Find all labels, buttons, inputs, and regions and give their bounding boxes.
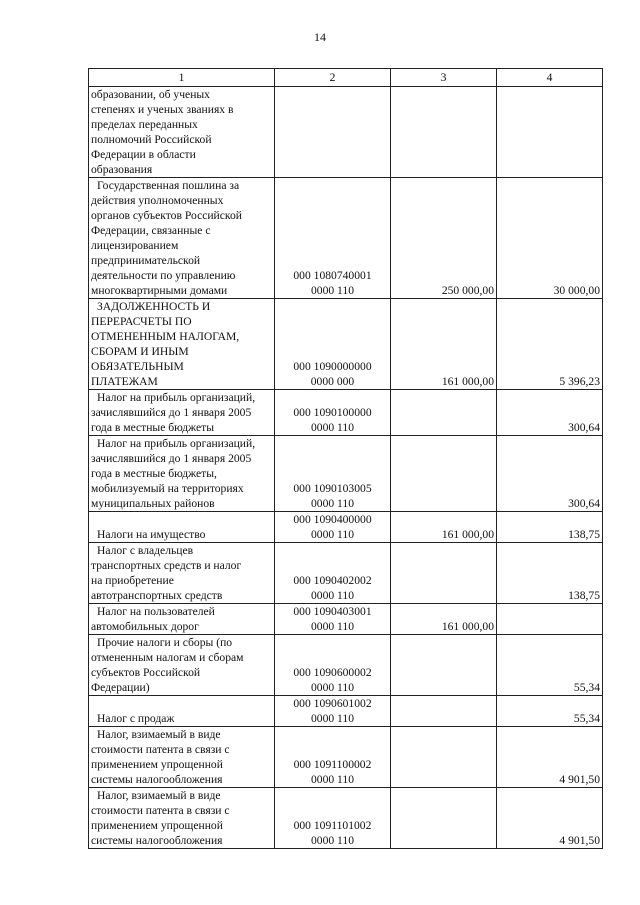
row-name-line: многоквартирными домами <box>91 284 228 297</box>
row-code-line: 000 1091101002 <box>293 819 372 832</box>
row-col4-value <box>497 604 603 635</box>
table-row <box>89 512 603 543</box>
row-name-line: ПЛАТЕЖАМ <box>91 375 158 388</box>
row-name-line: предпринимательской <box>91 254 201 267</box>
row-name-cell <box>89 543 275 604</box>
row-col4-value: 300,64 <box>497 390 603 436</box>
header-col-3: 3 <box>391 69 497 87</box>
row-name-line: ОТМЕНЕННЫМ НАЛОГАМ, <box>91 330 240 343</box>
row-name-line: Налог, взимаемый в виде <box>97 789 221 802</box>
row-name-line: года в местные бюджеты <box>91 421 214 434</box>
row-name-line: системы налогообложения <box>91 834 223 847</box>
row-code-cell <box>275 436 391 512</box>
table-row <box>89 178 603 299</box>
row-col3-value <box>391 543 497 604</box>
row-name-line: органов субъектов Российской <box>91 209 242 222</box>
row-name-line: образовании, об ученых <box>91 88 210 101</box>
row-name-line: автомобильных дорог <box>91 620 199 633</box>
row-code-line: 000 1090402002 <box>293 574 372 587</box>
table-header-row <box>89 69 603 87</box>
row-name-line: на приобретение <box>91 574 174 587</box>
row-code-cell <box>275 390 391 436</box>
row-code-line: 000 1090103005 <box>293 482 372 495</box>
row-name-line: Налог, взимаемый в виде <box>97 728 221 741</box>
row-name-line: стоимости патента в связи с <box>91 743 230 756</box>
table-row <box>89 87 603 178</box>
row-col4-value: 138,75 <box>497 512 603 543</box>
row-name-cell <box>89 635 275 696</box>
row-name-line: применением упрощенной <box>91 819 223 832</box>
row-code-line: 0000 110 <box>310 528 355 541</box>
row-col3-value <box>391 390 497 436</box>
row-name-cell <box>89 512 275 543</box>
row-name-line: СБОРАМ И ИНЫМ <box>91 345 189 358</box>
row-code-cell <box>275 178 391 299</box>
row-col3-value <box>391 696 497 727</box>
row-name-line: зачислявшийся до 1 января 2005 <box>91 452 252 465</box>
header-col-1: 1 <box>89 69 275 87</box>
row-name-cell <box>89 788 275 849</box>
row-name-line: Налог с владельцев <box>97 544 194 557</box>
row-col3-value <box>391 788 497 849</box>
row-code-line: 000 1090600002 <box>293 666 372 679</box>
row-name-line: Федерации в области <box>91 148 196 161</box>
row-name-line: отмененным налогам и сборам <box>91 651 244 664</box>
row-col4-value: 30 000,00 <box>497 178 603 299</box>
row-name-line: системы налогообложения <box>91 773 223 786</box>
table-row <box>89 635 603 696</box>
table-row <box>89 436 603 512</box>
row-name-line: года в местные бюджеты, <box>91 467 217 480</box>
row-code-cell <box>275 543 391 604</box>
row-col3-value: 161 000,00 <box>391 299 497 390</box>
table-row <box>89 543 603 604</box>
row-name-line: Государственная пошлина за <box>97 179 240 192</box>
row-name-line: образования <box>91 163 153 176</box>
table-row <box>89 727 603 788</box>
row-col4-value: 4 901,50 <box>497 727 603 788</box>
row-name-line: полномочий Российской <box>91 133 212 146</box>
row-col3-value: 161 000,00 <box>391 604 497 635</box>
row-code-line: 0000 110 <box>310 589 355 602</box>
table-row <box>89 696 603 727</box>
row-name-line: ПЕРЕРАСЧЕТЫ ПО <box>91 315 192 328</box>
row-name-line: Федерации) <box>91 681 150 694</box>
row-name-line: ЗАДОЛЖЕННОСТЬ И <box>97 300 211 313</box>
row-code-line: 0000 110 <box>310 284 355 297</box>
row-name-line: зачислявшийся до 1 января 2005 <box>91 406 252 419</box>
row-col3-value: 161 000,00 <box>391 512 497 543</box>
row-code-line: 000 1090601002 <box>293 697 372 710</box>
row-name-cell <box>89 696 275 727</box>
budget-table-body <box>89 69 603 849</box>
row-name-line: степенях и ученых званиях в <box>91 103 234 116</box>
table-row <box>89 390 603 436</box>
row-code-cell <box>275 788 391 849</box>
row-name-line: стоимости патента в связи с <box>91 804 230 817</box>
row-col3-value <box>391 436 497 512</box>
row-code-line: 0000 110 <box>310 834 355 847</box>
row-col4-value: 55,34 <box>497 635 603 696</box>
row-name-line: Налог на прибыль организаций, <box>97 437 256 450</box>
row-code-line: 000 1080740001 <box>293 269 372 282</box>
row-code-line: 0000 110 <box>310 773 355 786</box>
row-name-cell <box>89 604 275 635</box>
row-name-line: Налог на прибыль организаций, <box>97 391 256 404</box>
row-code-line: 0000 110 <box>310 681 355 694</box>
page-number: 14 <box>314 30 326 44</box>
row-col4-value: 5 396,23 <box>497 299 603 390</box>
row-col3-value <box>391 87 497 178</box>
row-col3-value <box>391 727 497 788</box>
row-name-cell <box>89 727 275 788</box>
row-name-line: муниципальных районов <box>91 497 215 510</box>
row-name-cell <box>89 436 275 512</box>
row-name-line: автотранспортных средств <box>91 589 223 602</box>
row-col3-value <box>391 635 497 696</box>
row-name-line: Федерации, связанные с <box>91 224 211 237</box>
row-code-line: 0000 110 <box>310 497 355 510</box>
row-code-cell <box>275 299 391 390</box>
row-col4-value: 4 901,50 <box>497 788 603 849</box>
row-name-cell <box>89 178 275 299</box>
row-name-line: действия уполномоченных <box>91 194 224 207</box>
row-name-line: лицензированием <box>91 239 179 252</box>
budget-table <box>88 68 603 849</box>
row-col4-value: 138,75 <box>497 543 603 604</box>
row-name-cell <box>89 390 275 436</box>
row-code-line: 0000 110 <box>310 712 355 725</box>
row-name-cell <box>89 299 275 390</box>
row-code-line: 000 1090000000 <box>293 360 372 373</box>
row-code-line: 000 1090100000 <box>293 406 372 419</box>
row-code-line: 0000 110 <box>310 421 355 434</box>
row-name-line: мобилизуемый на территориях <box>91 482 244 495</box>
row-name-line: субъектов Российской <box>91 666 201 679</box>
row-code-cell <box>275 87 391 178</box>
row-col4-value: 300,64 <box>497 436 603 512</box>
row-name-line: Прочие налоги и сборы (по <box>97 636 233 649</box>
row-code-line: 000 1091100002 <box>293 758 372 771</box>
row-name-line: транспортных средств и налог <box>91 559 242 572</box>
row-name-cell <box>89 87 275 178</box>
row-name-line: деятельности по управлению <box>91 269 236 282</box>
row-code-cell <box>275 512 391 543</box>
header-col-2: 2 <box>275 69 391 87</box>
row-name-line: ОБЯЗАТЕЛЬНЫМ <box>91 360 184 373</box>
row-code-line: 000 1090400000 <box>293 513 372 526</box>
row-code-line: 0000 110 <box>310 620 355 633</box>
row-code-line: 0000 000 <box>310 375 355 388</box>
row-code-cell <box>275 727 391 788</box>
row-code-cell <box>275 696 391 727</box>
row-name-line: пределах переданных <box>91 118 198 131</box>
row-code-cell <box>275 604 391 635</box>
row-col4-value <box>497 87 603 178</box>
row-name-line: Налог на пользователей <box>97 605 215 618</box>
row-name-line: применением упрощенной <box>91 758 223 771</box>
header-col-4: 4 <box>497 69 603 87</box>
table-row <box>89 788 603 849</box>
row-col3-value: 250 000,00 <box>391 178 497 299</box>
row-code-cell <box>275 635 391 696</box>
table-row <box>89 604 603 635</box>
row-name-line: Налог с продаж <box>97 712 175 725</box>
row-code-line: 000 1090403001 <box>293 605 372 618</box>
row-name-line: Налоги на имущество <box>97 528 206 541</box>
table-row <box>89 299 603 390</box>
row-col4-value: 55,34 <box>497 696 603 727</box>
